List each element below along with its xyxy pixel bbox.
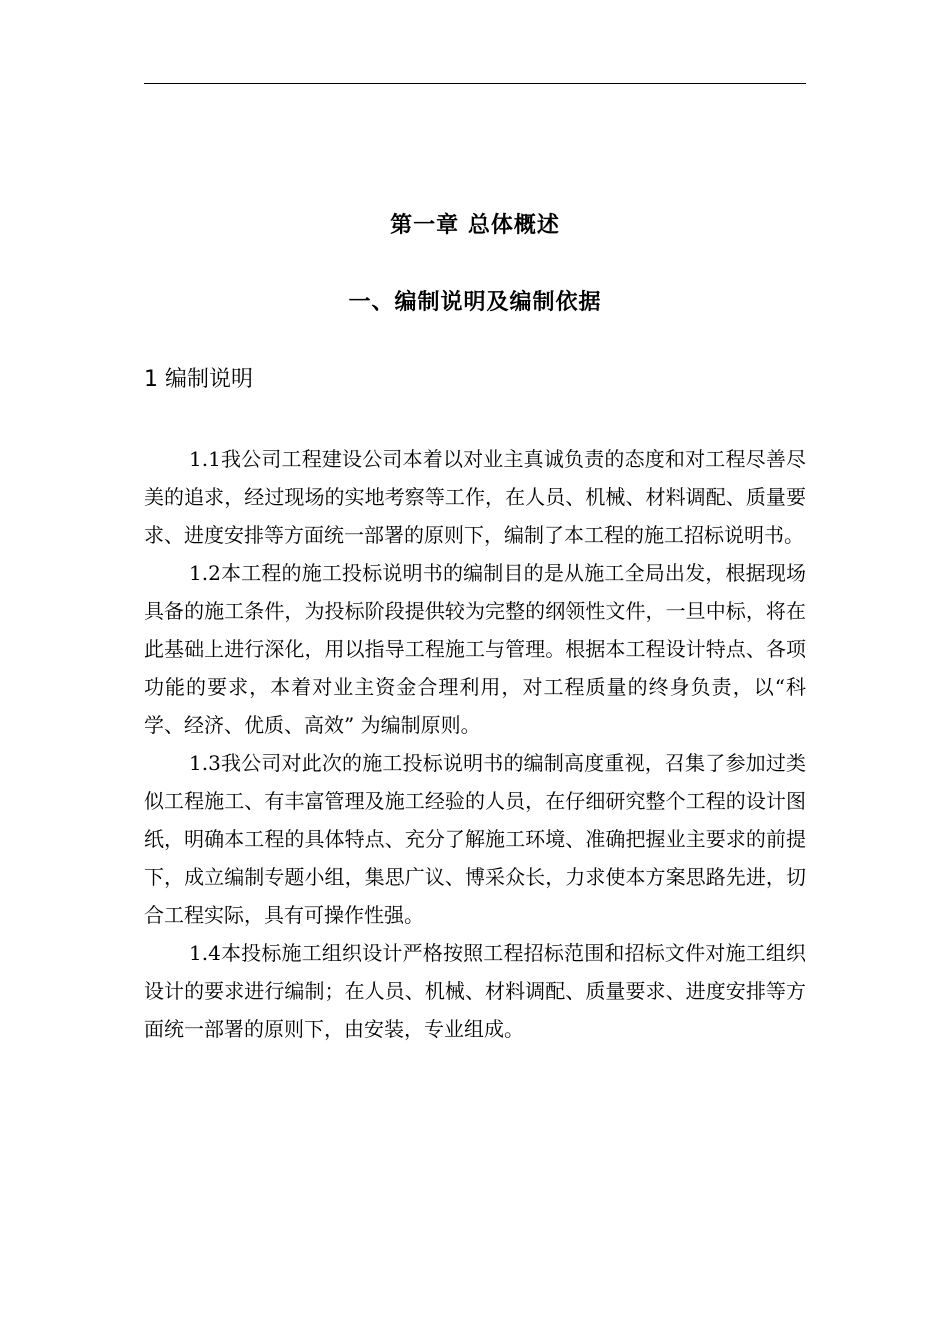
subsection-title: 1 编制说明 [144,367,253,392]
document-body [144,440,806,1048]
paragraph-1-4: 1.4本投标施工组织设计严格按照工程招标范围和招标文件对施工组织设计的要求进行编制；在人员、机械、材料调配、质量要求、进度安排等方面统一部署的原则下，由安装，专业组成。 [144,941,806,1041]
chapter-title: 第一章 总体概述 [390,213,560,238]
paragraph-1-1: 1.1我公司工程建设公司本着以对业主真诚负责的态度和对工程尽善尽美的追求，经过现场的实地考察等工作，在人员、机械、材料调配、质量要求、进度安排等方面统一部署的原则下，编制了本工程的施工招标说明书。 [144,447,806,547]
section-title: 一、编制说明及编制依据 [348,290,602,315]
paragraph-1-3: 1.3我公司对此次的施工投标说明书的编制高度重视，召集了参加过类似工程施工、有丰富管理及施工经验的人员，在仔细研究整个工程的设计图纸，明确本工程的具体特点、充分了解施工环境、准确把握业主要求的前提下，成立编制专题小组，集思广议、博采众长，力求使本方案思路先进，切合工程实际，具有可操作性强。 [144,751,806,927]
paragraph-1-2: 1.2本工程的施工投标说明书的编制目的是从施工全局出发，根据现场具备的施工条件，为投标阶段提供较为完整的纲领性文件，一旦中标，将在此基础上进行深化，用以指导工程施工与管理。根据本工程设计特点、各项功能的要求，本着对业主资金合理利用，对工程质量的终身负责，以“科学、经济、优质、高效” 为编制原则。 [144,561,806,737]
header-rule [144,83,806,84]
